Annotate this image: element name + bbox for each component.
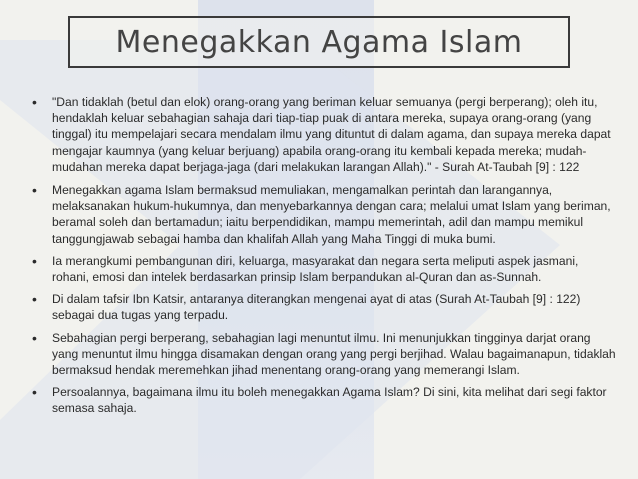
bullet-text: Sebahagian pergi berperang, sebahagian lagi menuntut ilmu. Ini menunjukkan tingginya darjat orang yang menuntut ilmu hingga disamakan dengan orang yang pergi berjihad. Walau bagaimanapun, tidaklah bermaksud hendak meremehkan jihad menentang orang-orang yang memerangi Islam. — [52, 330, 616, 378]
bullet-item — [30, 384, 618, 416]
bullet-list — [30, 94, 618, 423]
bullet-dot-icon: • — [32, 384, 37, 401]
bullet-text: Ia merangkumi pembangunan diri, keluarga, masyarakat dan negara serta meliputi aspek jasmani, rohani, emosi dan intelek berdasarkan prinsip Islam berpandukan al-Quran dan as-Sunnah. — [52, 253, 579, 285]
slide-title: Menegakkan Agama Islam — [115, 24, 523, 60]
bullet-item — [30, 94, 618, 175]
bullet-dot-icon: • — [32, 94, 37, 110]
bullet-item — [30, 253, 618, 285]
bullet-text: Di dalam tafsir Ibn Katsir, antaranya diterangkan mengenai ayat di atas (Surah At-Taubah [9] : 122) sebagai dua tugas yang terpadu. — [52, 292, 581, 323]
bullet-item — [30, 182, 618, 247]
bullet-dot-icon: • — [32, 291, 37, 308]
bullet-dot-icon: • — [32, 252, 37, 269]
bullet-dot-icon: • — [32, 329, 37, 346]
title-box — [68, 16, 570, 68]
bullet-text: Persoalannya, bagaimana ilmu itu boleh menegakkan Agama Islam? Di sini, kita melihat dari segi faktor semasa sahaja. — [52, 385, 607, 416]
bullet-item — [30, 330, 618, 379]
bullet-text: "Dan tidaklah (betul dan elok) orang-orang yang beriman keluar semuanya (pergi berperang); oleh itu, hendaklah keluar sebahagian sahaja dari tiap-tiap puak di antara mereka, supaya orang-orang (yang tinggal) itu mempelajari secara mendalam ilmu yang dituntut di dalam agama, dan supaya mereka dapat mengajar kaumnya (yang keluar berjuang) apabila orang-orang itu kembali kepada mereka; mudah-mudahan mereka dapat berjaga-jaga (dari melakukan larangan Allah)." - Surah At-Taubah [9] : 122 — [52, 95, 611, 174]
bullet-dot-icon: • — [32, 182, 37, 199]
bullet-text: Menegakkan agama Islam bermaksud memuliakan, mengamalkan perintah dan larangannya, melaksanakan hukum-hukumnya, dan menyebarkannya dengan cara; melalui umat Islam yang beriman, beramal soleh dan bertamadun; iaitu berpendidikan, mampu memerintah, adil dan mampu memikul tanggungjawab sebagai hamba dan khalifah Allah yang Maha Tinggi di muka bumi. — [52, 183, 611, 246]
bullet-item — [30, 291, 618, 323]
